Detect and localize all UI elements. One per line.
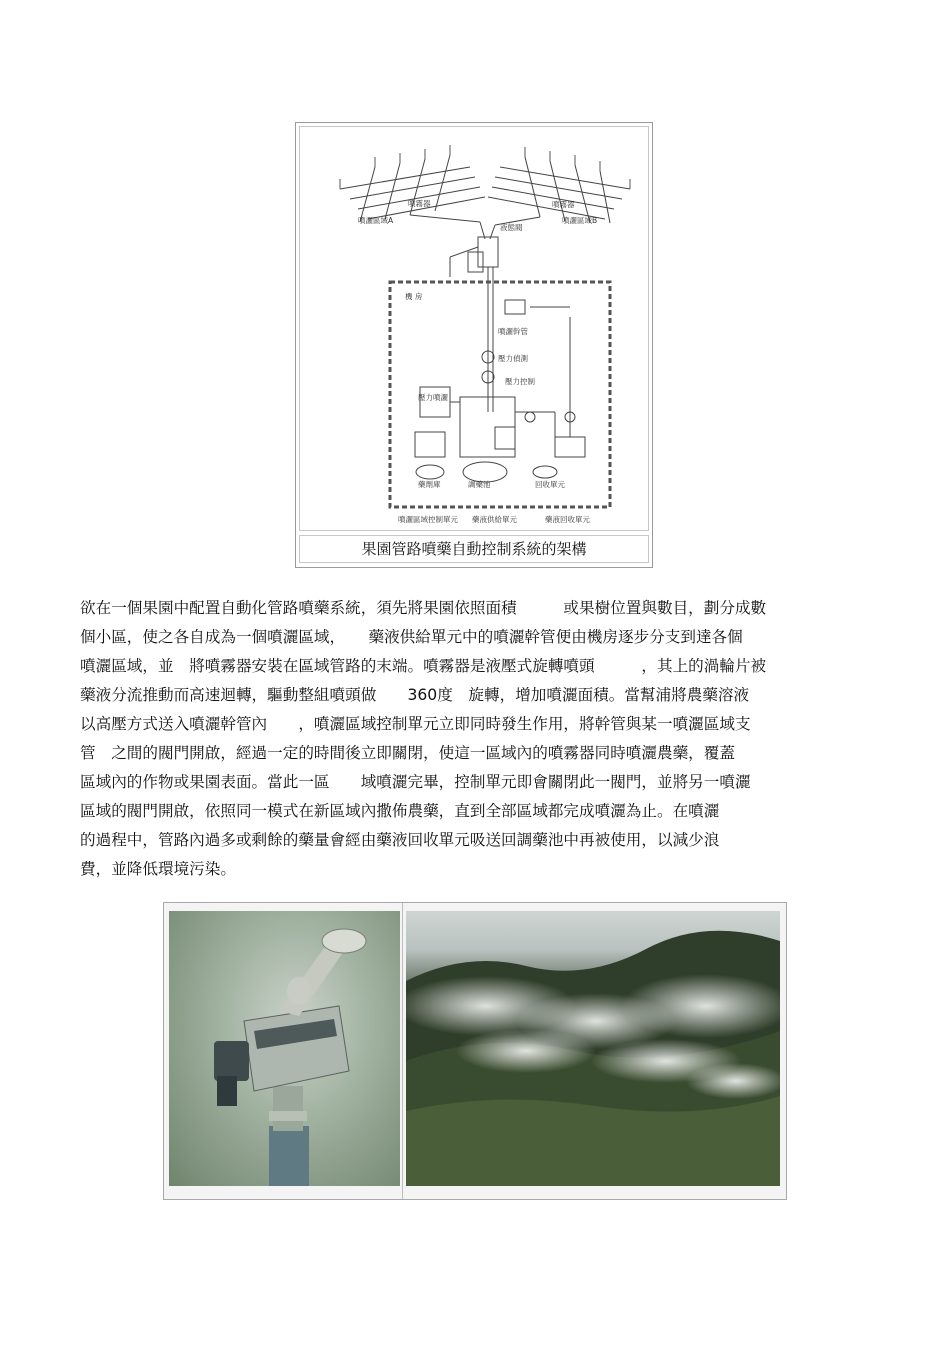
label-bottom-mid: 藥液供給單元 xyxy=(472,515,517,524)
paragraph-line: 以高壓方式送入噴灑幹管內 ，噴灑區域控制單元立即同時發生作用，將幹管與某一噴灑區域支 xyxy=(80,715,751,733)
paragraph-line: 費，並降低環境污染。 xyxy=(80,860,236,878)
label-pump-unit: 壓力噴灑 xyxy=(418,393,448,402)
paragraph-line: 噴灑區域，並 將噴霧器安裝在區域管路的末端。噴霧器是液壓式旋轉噴頭 ，其上的渦輪片被 xyxy=(80,657,767,675)
label-sprayer-right: 噴霧器 xyxy=(552,200,575,209)
system-diagram-figure xyxy=(295,122,653,568)
paragraph-line: 區域的閥門開啟，依照同一模式在新區域內撒佈農藥，直到全部區域都完成噴灑為止。在噴灑 xyxy=(80,802,720,820)
label-chem-supply: 藥劑庫 xyxy=(418,480,441,489)
paragraph-line: 個小區，使之各自成為一個噴灑區域， 藥液供給單元中的噴灑幹管便由機房逐步分支到達各個 xyxy=(80,628,743,646)
paragraph-line: 欲在一個果園中配置自動化管路噴藥系統，須先將果園依照面積 或果樹位置與數目，劃分成數 xyxy=(80,599,767,617)
paragraph-line: 藥液分流推動而高速迴轉，驅動整組噴頭做 360度 旋轉，增加噴灑面積。當幫浦將農藥溶液 xyxy=(80,686,750,704)
system-diagram xyxy=(299,126,649,531)
label-valve: 液態閥 xyxy=(500,223,523,232)
figure-caption: 果園管路噴藥自動控制系統的架構 xyxy=(299,535,649,563)
photo-divider xyxy=(402,903,403,1199)
label-mix-tank: 調藥池 xyxy=(468,480,491,489)
system-diagram-svg xyxy=(300,127,649,530)
body-paragraph xyxy=(80,594,880,884)
label-zone-b: 噴灑區域B xyxy=(562,216,598,225)
paragraph-line: 管 之間的閥門開啟，經過一定的時間後立即關閉，使這一區域內的噴霧器同時噴灑農藥，覆蓋 xyxy=(80,744,735,762)
photo-figure xyxy=(163,902,787,1200)
paragraph-line: 的過程中，管路內過多或剩餘的藥量會經由藥液回收單元吸送回調藥池中再被使用，以減少浪 xyxy=(80,831,720,849)
label-house: 機 房 xyxy=(405,292,423,301)
label-pressure-gauge: 壓力偵測 xyxy=(498,354,528,363)
label-main-pipe: 噴灑幹管 xyxy=(498,327,528,336)
label-sprayer-left: 噴霧器 xyxy=(408,199,431,208)
spray-network-left xyxy=(340,155,485,239)
label-return-unit: 回收單元 xyxy=(535,480,565,489)
sprinkler-head-photo xyxy=(169,911,400,1186)
label-bottom-left: 噴灑區域控制單元 xyxy=(398,515,458,524)
label-zone-a: 噴灑區域A xyxy=(358,216,394,225)
label-pressure-ctrl: 壓力控制 xyxy=(505,377,535,386)
label-bottom-right: 藥液回收單元 xyxy=(545,515,590,524)
orchard-spraying-photo xyxy=(406,911,780,1186)
paragraph-line: 區域內的作物或果園表面。當此一區 域噴灑完畢，控制單元即會關閉此一閥門，並將另一噴灑 xyxy=(80,773,751,791)
